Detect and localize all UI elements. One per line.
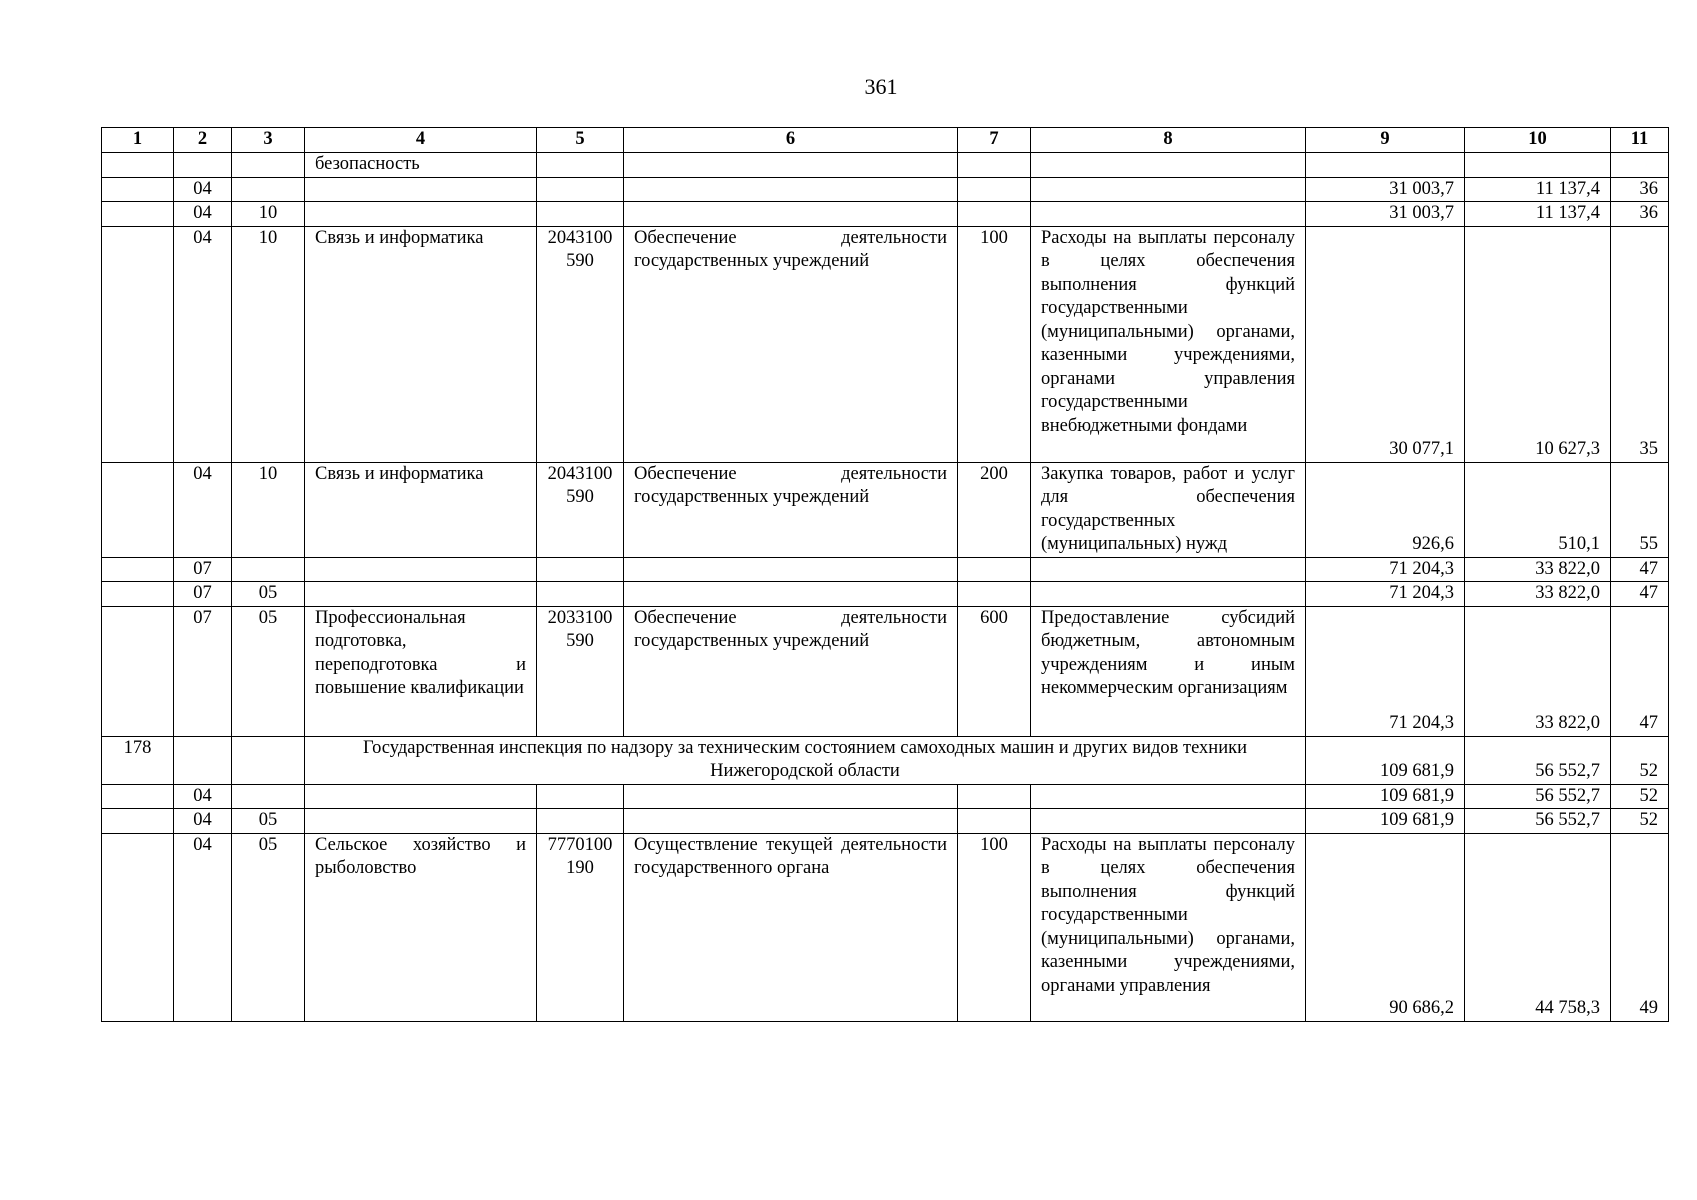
header-cell: 10: [1465, 128, 1611, 153]
cell-name: Профессиональная подготовка, переподготовка и повышение квалификации: [305, 606, 537, 736]
cell-description: Обеспечение деятельности государственных учреждений: [624, 226, 958, 462]
cell-percent: 55: [1611, 462, 1669, 557]
header-cell: 8: [1031, 128, 1306, 153]
cell-percent: 47: [1611, 557, 1669, 582]
cell-section: 04: [174, 177, 232, 202]
cell-percent: 36: [1611, 177, 1669, 202]
cell-expense-type: 200: [958, 462, 1031, 557]
cell-percent: 47: [1611, 606, 1669, 736]
header-cell: 9: [1306, 128, 1465, 153]
cell-amount: 44 758,3: [1465, 833, 1611, 1021]
budget-table: [101, 127, 1669, 1022]
cell-subsection: 10: [232, 202, 305, 227]
header-row: [102, 128, 1669, 153]
header-cell: 6: [624, 128, 958, 153]
table-row: [102, 177, 1669, 202]
cell-percent: 35: [1611, 226, 1669, 462]
header-cell: 5: [537, 128, 624, 153]
cell-percent: 52: [1611, 784, 1669, 809]
cell-name: безопасность: [305, 153, 537, 178]
cell-name: Связь и информатика: [305, 226, 537, 462]
cell-percent: 47: [1611, 582, 1669, 607]
cell-percent: 36: [1611, 202, 1669, 227]
table-row: [102, 582, 1669, 607]
cell-amount: 31 003,7: [1306, 177, 1465, 202]
table-row: [102, 833, 1669, 1021]
cell-target-code: 2033100590: [537, 606, 624, 736]
cell-amount: 31 003,7: [1306, 202, 1465, 227]
header-cell: 2: [174, 128, 232, 153]
cell-amount: 71 204,3: [1306, 606, 1465, 736]
page-number: 361: [864, 74, 898, 99]
cell-amount: 56 552,7: [1465, 736, 1611, 784]
header-cell: 1: [102, 128, 174, 153]
table-row: [102, 606, 1669, 736]
table-row: [102, 809, 1669, 834]
cell-amount: 71 204,3: [1306, 582, 1465, 607]
cell-description: Обеспечение деятельности государственных учреждений: [624, 462, 958, 557]
cell-amount: 109 681,9: [1306, 809, 1465, 834]
cell-section: 04: [174, 809, 232, 834]
header-cell: 4: [305, 128, 537, 153]
cell-subsection: 05: [232, 809, 305, 834]
cell-amount: 71 204,3: [1306, 557, 1465, 582]
cell-target-code: 7770100190: [537, 833, 624, 1021]
cell-agency-code: 178: [102, 736, 174, 784]
cell-description: Обеспечение деятельности государственных учреждений: [624, 606, 958, 736]
cell-section: 07: [174, 582, 232, 607]
cell-amount: 30 077,1: [1306, 226, 1465, 462]
header-cell: 3: [232, 128, 305, 153]
table-row: [102, 557, 1669, 582]
cell-section: 04: [174, 202, 232, 227]
cell-description: Осуществление текущей деятельности государственного органа: [624, 833, 958, 1021]
cell-amount: 33 822,0: [1465, 606, 1611, 736]
cell-amount: 10 627,3: [1465, 226, 1611, 462]
cell-amount: 926,6: [1306, 462, 1465, 557]
header-cell: 11: [1611, 128, 1669, 153]
cell-expense-desc: Предоставление субсидий бюджетным, автономным учреждениям и иным некоммерческим организациям: [1031, 606, 1306, 736]
cell-section: 04: [174, 462, 232, 557]
cell-section: 07: [174, 606, 232, 736]
cell-subsection: 10: [232, 462, 305, 557]
header-cell: 7: [958, 128, 1031, 153]
cell-section: 04: [174, 226, 232, 462]
cell-amount: 90 686,2: [1306, 833, 1465, 1021]
cell-name: Связь и информатика: [305, 462, 537, 557]
cell-amount: 109 681,9: [1306, 736, 1465, 784]
cell-percent: 52: [1611, 736, 1669, 784]
cell-amount: 56 552,7: [1465, 809, 1611, 834]
cell-target-code: 2043100590: [537, 462, 624, 557]
cell-expense-desc: Расходы на выплаты персоналу в целях обеспечения выполнения функций государственными (муниципальными) органами, казенными учреждениями, органами управления государственными внебюджетными фондами: [1031, 226, 1306, 462]
cell-expense-type: 600: [958, 606, 1031, 736]
cell-name: Сельское хозяйство и рыболовство: [305, 833, 537, 1021]
cell-amount: 56 552,7: [1465, 784, 1611, 809]
cell-percent: 52: [1611, 809, 1669, 834]
table-row: [102, 153, 1669, 178]
cell-amount: 510,1: [1465, 462, 1611, 557]
cell-expense-type: 100: [958, 226, 1031, 462]
cell-expense-desc: Закупка товаров, работ и услуг для обеспечения государственных (муниципальных) нужд: [1031, 462, 1306, 557]
cell-amount: 33 822,0: [1465, 557, 1611, 582]
cell-target-code: 2043100590: [537, 226, 624, 462]
cell-subsection: 05: [232, 606, 305, 736]
table-row: [102, 736, 1669, 784]
cell-percent: 49: [1611, 833, 1669, 1021]
table-row: [102, 784, 1669, 809]
cell-expense-desc: Расходы на выплаты персоналу в целях обеспечения выполнения функций государственными (муниципальными) органами, казенными учреждениями, органами управления: [1031, 833, 1306, 1021]
cell-section: 04: [174, 833, 232, 1021]
cell-amount: 33 822,0: [1465, 582, 1611, 607]
cell-amount: 11 137,4: [1465, 177, 1611, 202]
table-row: [102, 202, 1669, 227]
cell-section: 07: [174, 557, 232, 582]
cell-amount: 109 681,9: [1306, 784, 1465, 809]
table-row: [102, 462, 1669, 557]
cell-subsection: 05: [232, 833, 305, 1021]
table-row: [102, 226, 1669, 462]
cell-section: 04: [174, 784, 232, 809]
cell-expense-type: 100: [958, 833, 1031, 1021]
cell-subsection: 10: [232, 226, 305, 462]
cell-subsection: 05: [232, 582, 305, 607]
cell-agency-name: Государственная инспекция по надзору за техническим состоянием самоходных машин и других видов техники Нижегородской области: [305, 736, 1306, 784]
cell-amount: 11 137,4: [1465, 202, 1611, 227]
